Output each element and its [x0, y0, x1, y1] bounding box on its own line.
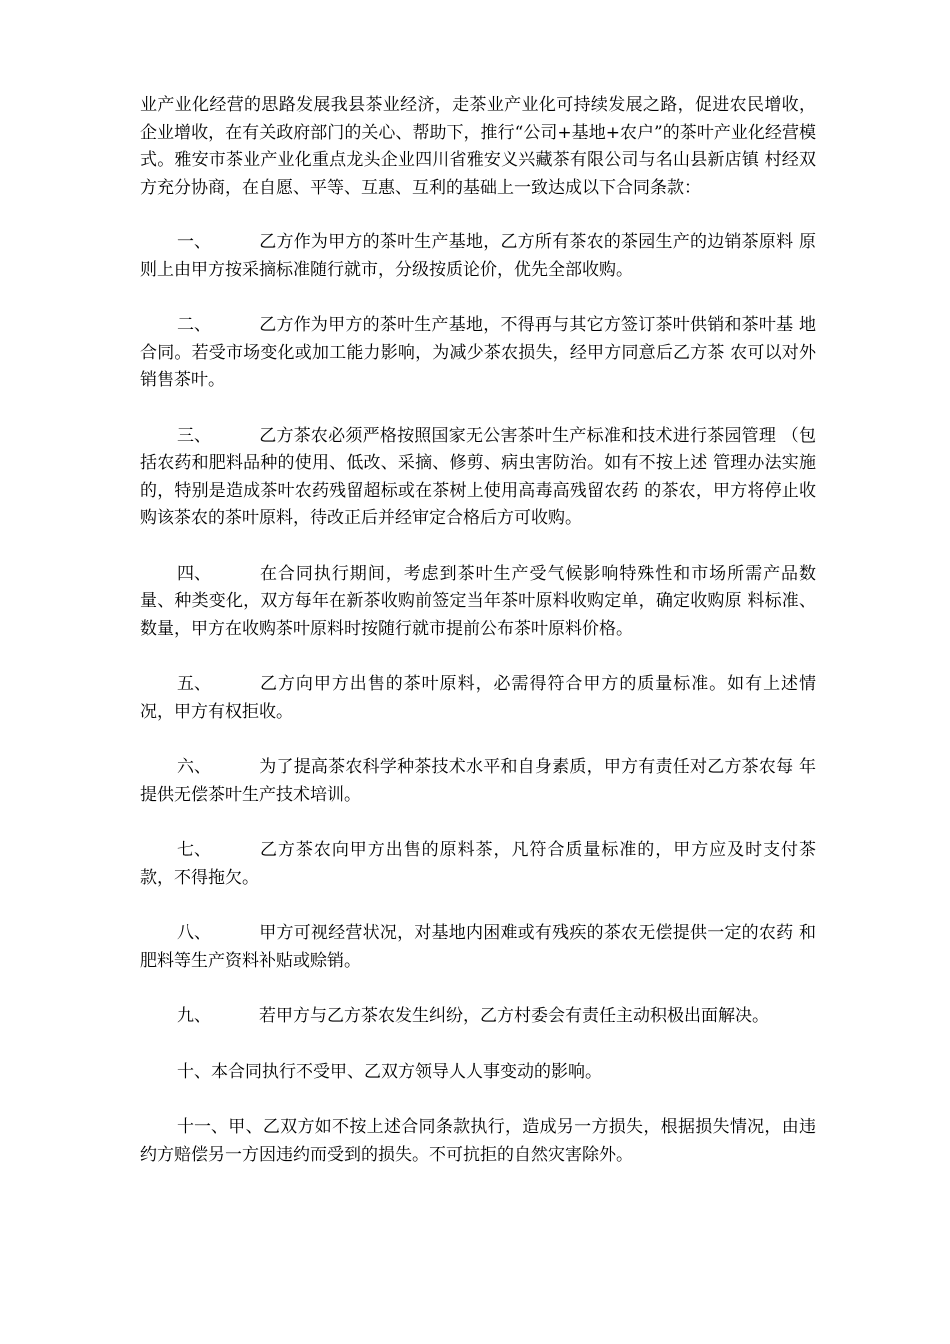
clause-number: 八、 — [177, 923, 211, 943]
clause-text: 乙方作为甲方的茶叶生产基地，乙方所有茶农的茶园生产的边销茶原料 原则上由甲方按采摘标准随行就市，分级按质论价，优先全部收购。 — [140, 232, 816, 280]
clause-text: 乙方向甲方出售的茶叶原料，必需得符合甲方的质量标准。如有上述情 况，甲方有权拒收。 — [140, 674, 816, 722]
clause-11 — [140, 1114, 816, 1169]
document-page — [140, 92, 816, 1197]
clause-5 — [140, 671, 816, 726]
clause-text: 本合同执行不受甲、乙双方领导人人事变动的影响。 — [211, 1061, 602, 1082]
clause-text: 乙方茶农必须严格按照国家无公害茶叶生产标准和技术进行茶园管理 （包括农药和肥料品种的使用、低改、采摘、修剪、病虫害防治。如有不按上述 管理办法实施的，特别是造成茶叶农药残留超标或在茶树上使用高毒高残留农药 的茶农，甲方将停止收购该茶农的茶叶原料，待改正后并经审定合格后方可收购。 — [140, 425, 816, 528]
clause-text: 乙方茶农向甲方出售的原料茶，凡符合质量标准的，甲方应及时支付茶 款，不得拖欠。 — [140, 840, 816, 888]
clause-4 — [140, 561, 816, 644]
intro-paragraph: 业产业化经营的思路发展我县茶业经济，走茶业产业化可持续发展之路，促进农民增收，企业增收，在有关政府部门的关心、帮助下，推行“公司+基地+农户”的茶叶产业化经营模式。雅安市茶业产业化重点龙头企业四川省雅安义兴藏茶有限公司与名山县新店镇 村经双方充分协商，在自愿、平等、互惠、互利的基础上一致达成以下合同条款： — [140, 95, 816, 198]
clause-number: 五、 — [177, 674, 211, 694]
clause-1 — [140, 229, 816, 284]
clause-number: 六、 — [177, 757, 211, 777]
clause-8 — [140, 920, 816, 975]
clause-number: 三、 — [177, 425, 211, 446]
clause-text: 为了提高茶农科学种茶技术水平和自身素质，甲方有责任对乙方茶农每 年提供无偿茶叶生产技术培训。 — [140, 757, 816, 805]
clause-10 — [140, 1059, 816, 1087]
clause-number: 九、 — [177, 1006, 211, 1026]
clause-text: 甲方可视经营状况，对基地内困难或有残疾的茶农无偿提供一定的农药 和肥料等生产资料补贴或赊销。 — [140, 923, 816, 971]
clause-number: 十、 — [177, 1061, 211, 1082]
clause-text: 乙方作为甲方的茶叶生产基地，不得再与其它方签订茶叶供销和茶叶基 地合同。若受市场变化或加工能力影响，为减少茶农损失，经甲方同意后乙方茶 农可以对外销售茶叶。 — [140, 315, 816, 390]
clause-number: 二、 — [177, 315, 211, 335]
clause-number: 七、 — [177, 840, 211, 860]
clause-number: 四、 — [177, 563, 211, 584]
clause-number: 一、 — [177, 232, 211, 252]
clause-number: 十一、 — [177, 1117, 228, 1137]
clause-6 — [140, 754, 816, 809]
clause-text: 甲、乙双方如不按上述合同条款执行，造成另一方损失，根据损失情况，由违约方赔偿另一方因违约而受到的损失。不可抗拒的自然灾害除外。 — [140, 1117, 816, 1165]
clause-text: 在合同执行期间，考虑到茶叶生产受气候影响特殊性和市场所需产品数 量、种类变化，双方每年在新茶收购前签定当年茶叶原料收购定单，确定收购原 料标准、数量，甲方在收购茶叶原料时按随行就市提前公布茶叶原料价格。 — [140, 563, 816, 639]
clause-2 — [140, 312, 816, 395]
clause-3 — [140, 423, 816, 533]
clause-7 — [140, 837, 816, 892]
clause-9 — [140, 1003, 816, 1031]
clause-text: 若甲方与乙方茶农发生纠纷，乙方村委会有责任主动积极出面解决。 — [259, 1006, 769, 1026]
